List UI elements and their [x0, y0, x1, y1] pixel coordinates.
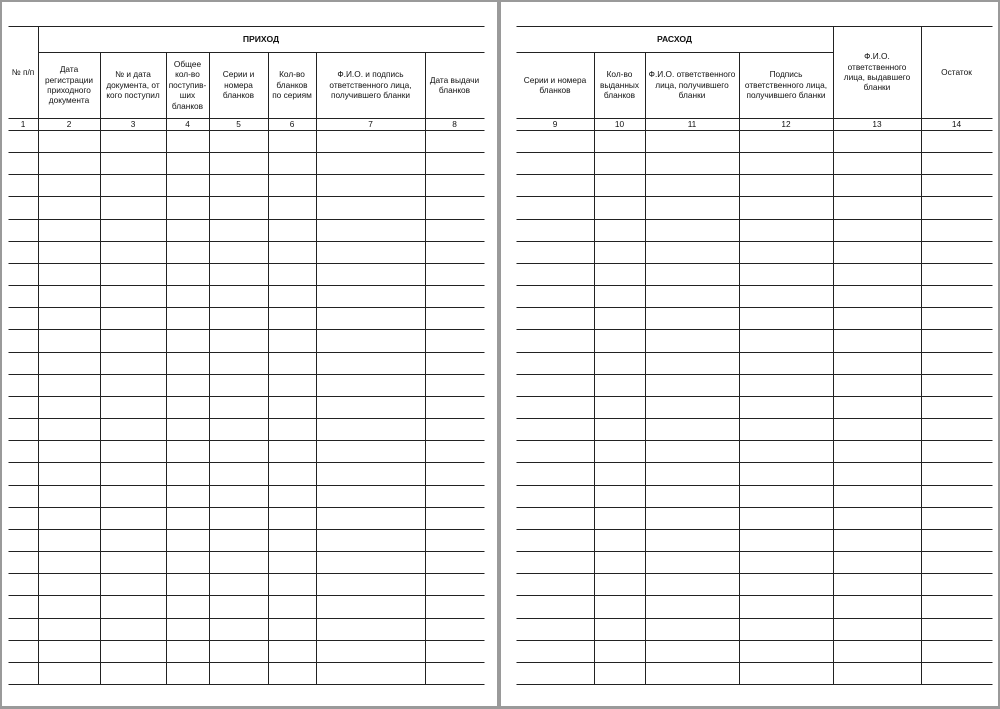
left-page	[2, 2, 497, 706]
right-page	[501, 2, 998, 706]
col-header-11: Ф.И.О. ответственного лица, получившего бланки	[648, 69, 736, 101]
col-header-4: Общее кол-во поступив- ших бланков	[168, 58, 207, 111]
col-header-6: Кол-во бланков по сериям	[272, 69, 312, 101]
col-number-5: 5	[236, 118, 241, 129]
col-header-12: Подпись ответственного лица, получившего бланки	[744, 69, 828, 101]
col-number-1: 1	[20, 118, 26, 129]
col-number-10: 10	[614, 118, 625, 129]
col-number-11: 11	[687, 118, 697, 129]
col-number-9: 9	[552, 118, 558, 129]
col-header-7: Ф.И.О. и подпись ответственного лица, получившего бланки	[329, 69, 412, 101]
col-header-8: Дата выдачи бланков	[429, 74, 480, 95]
col-header-14: Остаток	[941, 66, 972, 77]
col-number-8: 8	[452, 118, 457, 129]
col-header-9: Серии и номера бланков	[523, 74, 587, 95]
col-header-10: Кол-во выданных бланков	[599, 69, 640, 101]
col-number-2: 2	[66, 118, 72, 129]
col-number-12: 12	[781, 118, 791, 129]
col-header-5: Серии и номера бланков	[222, 69, 255, 101]
col-number-3: 3	[130, 118, 136, 129]
expense-group-header: РАСХОД	[656, 33, 693, 44]
col-number-13: 13	[872, 118, 882, 129]
col-header-2: Дата регистрации приходного документа	[44, 64, 94, 106]
col-header-1: № п/п	[11, 66, 35, 77]
income-group-header: ПРИХОД	[242, 33, 280, 44]
col-header-13: Ф.И.О. ответственного лица, выдавшего бланки	[843, 51, 911, 93]
col-number-4: 4	[185, 118, 190, 129]
col-number-6: 6	[289, 118, 295, 129]
col-number-14: 14	[951, 118, 962, 129]
col-number-7: 7	[368, 118, 373, 129]
col-header-3: № и дата документа, от кого поступил	[106, 69, 160, 101]
